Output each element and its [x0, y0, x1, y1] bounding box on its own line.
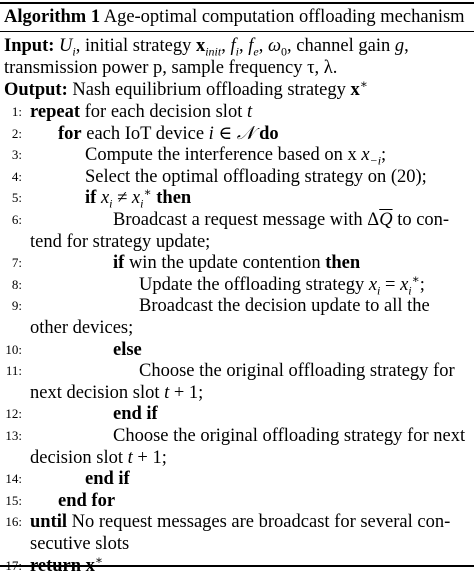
return-var-x-star: x∗: [81, 552, 104, 576]
output-line: [4, 78, 368, 102]
line-3: Compute the interference based on x $x_{-i}$;: [85, 145, 387, 168]
line-number: 16:: [5, 514, 22, 530]
line-number: 5:: [11, 190, 22, 206]
keyword-end-if: end if: [85, 469, 130, 490]
line-13a: Choose the original offloading strategy for next: [113, 426, 466, 446]
keyword-do: do: [259, 123, 279, 144]
keyword-else: else: [113, 339, 142, 360]
algorithm-title: [4, 5, 470, 29]
line-number: 3:: [11, 147, 22, 163]
line-13b: decision slot t + 1;: [30, 447, 167, 468]
line-3-text: Compute the interference based on x: [85, 145, 357, 166]
line-4: Select the optimal offloading strategy on (20);: [85, 166, 427, 187]
line-number: 15:: [5, 492, 22, 508]
algorithm-label: Algorithm 1: [4, 7, 101, 27]
input-var-omega: $\omega_0$: [267, 36, 287, 59]
line-8: Update the offloading strategy $x_i = x_i^∗$;: [139, 271, 425, 298]
keyword-if: if: [85, 188, 97, 209]
keyword-repeat: repeat: [30, 102, 80, 122]
input-var-ui: $U_i$: [59, 36, 76, 59]
top-rule: [0, 2, 474, 4]
input-line-2: transmission power p, sample frequency τ, λ.: [4, 58, 338, 78]
input-keyword: Input:: [4, 36, 55, 56]
input-var-fi: $f_i$: [230, 36, 239, 59]
keyword-for: for: [58, 123, 82, 144]
line-17: [30, 554, 103, 578]
output-text: Nash equilibrium offloading strategy: [72, 80, 346, 100]
line-11b: next decision slot t + 1;: [30, 382, 204, 403]
line-6a: Broadcast a request message with $\Delta\overline{Q}$ to con-: [113, 210, 450, 230]
line-2: for each IoT device i ∈ 𝒩 do: [58, 123, 279, 144]
keyword-until: until: [30, 512, 68, 533]
keyword-then: then: [156, 188, 192, 209]
line-7-text: win the update contention: [128, 253, 321, 274]
input-line-1: Input: $U_i$, initial strategy $x_{init}$, $f_i$, $f_e$, $\omega_0$, channel gain g,: [4, 36, 409, 59]
header-rule: [0, 31, 474, 32]
line-number: 10:: [5, 341, 22, 357]
line-16a: [30, 510, 450, 534]
line-number: 7:: [11, 255, 22, 271]
line-number: 17:: [5, 557, 22, 573]
output-keyword: Output:: [4, 80, 68, 100]
keyword-if: if: [113, 253, 125, 274]
input-var-fe: $f_e$: [248, 36, 259, 59]
line-number: 12:: [5, 406, 22, 422]
keyword-end-for: end for: [58, 490, 116, 511]
line-number: 4:: [11, 168, 22, 184]
line-number: 6:: [11, 212, 22, 227]
line-8-text: Update the offloading strategy: [139, 274, 365, 295]
line-7: [113, 251, 360, 275]
line-number: 13:: [5, 428, 22, 443]
line-1: repeat for each decision slot t: [30, 102, 253, 122]
line-number: 8:: [11, 276, 22, 292]
line-9b: other devices;: [30, 318, 134, 338]
input-initial-strategy-text: initial strategy: [84, 36, 192, 56]
line-5: if $x_i \ne x_i^∗$ then: [85, 185, 192, 212]
line-16b: secutive slots: [30, 534, 130, 554]
keyword-return: return: [30, 555, 82, 576]
output-var-x-star: x∗: [350, 76, 368, 100]
keyword-end-if: end if: [113, 404, 158, 425]
input-var-x-init: $x_{init}$: [195, 36, 222, 59]
line-9a: Broadcast the decision update to all the: [139, 296, 430, 317]
line-6-text: Broadcast a request message with: [113, 210, 363, 230]
line-number: 14:: [5, 471, 22, 487]
keyword-then: then: [325, 253, 361, 274]
line-6-text-end: to con-: [397, 210, 450, 230]
line-number: 1:: [11, 104, 22, 119]
line-number: 11:: [5, 363, 22, 379]
line-number: 2:: [11, 125, 22, 141]
line-16-text: No request messages are broadcast for several con-: [71, 512, 451, 533]
line-number: 9:: [11, 298, 22, 314]
line-11a: Choose the original offloading strategy for: [139, 361, 455, 382]
algorithm-name: Age-optimal computation offloading mechanism: [103, 7, 465, 27]
line-6b: tend for strategy update;: [30, 231, 211, 252]
